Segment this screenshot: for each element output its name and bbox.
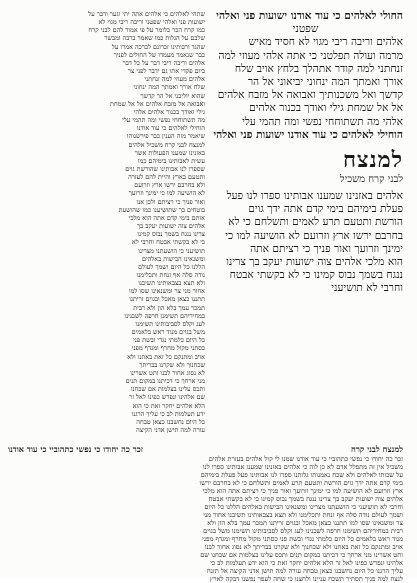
commentary-column	[8, 10, 205, 442]
commentary-line: ידע תעלמות לב כי עליך הרגנו	[131, 409, 205, 418]
commentary-line: כמו קרח הכר כלומר על פי אמור להם לבני קרח	[88, 26, 205, 35]
commentary-line: ומשנאינו הבישות באלהים	[141, 254, 205, 263]
main-line: זנחתני למה קודר אתהלך בלחץ אויב שלח	[234, 62, 403, 75]
main-line: קדשך ואל משכנותיך ואבואה אל מזבח אלהים	[217, 89, 403, 102]
commentary-line: כי לא בקשתי אבטח וחרבי לא	[131, 238, 205, 247]
main-line: אורך ואמתך המה ינחוני יביאוני אל הר	[247, 76, 403, 89]
section-heading	[208, 148, 403, 186]
commentary-line: שהוא יוליכני אל הר קדשך	[140, 91, 205, 100]
commentary-line: אלהים צוה ישועות יעקב בך	[137, 222, 205, 231]
commentary-line: עורה למה תישן אדני הקיצה	[136, 425, 205, 434]
bottom-commentary-line: אלהים צוה ישועות יעקב בך צרינו ננגח בשמך נבוס קמינו כי לא בקשתי אבטח	[208, 495, 403, 503]
main-line: אלהי מה תשתוחחי נפשי ומה תהמי עלי	[242, 115, 403, 128]
commentary-line: כל היום כלמתי נגדי ובשת פני	[133, 336, 205, 345]
bottom-commentary-line: לנצח למה פניך תסתיר תשכח עניינו ולחצנו כי שחה לעפר נפשנו דבקה לארץ	[209, 575, 403, 583]
commentary-line: ואור פניך כי רציתם ולכן אנו	[136, 197, 205, 206]
commentary-line: שתהי לאלהים כי אלהים אתה יתי וגער ודבר על	[88, 10, 205, 18]
main-text-column	[208, 10, 403, 455]
bottom-commentary-line: ארץ וזרועם לא הושיעה למו כי ימינך וזרועך ואור פניך כי רציתם אתה הוא מלכי	[202, 487, 403, 495]
commentary-line: ביום פקדי אתו גם ידבר לפני צר	[127, 67, 205, 76]
main-line: שפטני	[292, 23, 319, 36]
commentary-line: שם אלהינו ונפרש כפינו לאל זר	[129, 393, 205, 402]
commentary-line: ואבואה אל מזבח אלהים אל אל שמחת	[110, 99, 205, 108]
commentary-line: אותם בימי קדם אתה הוא מלכי	[128, 213, 205, 222]
main-line: ימינך וזרועך ואור פניך כי רציתם אתה	[250, 242, 403, 255]
bottom-commentary-line: צר ומשנאינו שסו למו תתננו כצאן מאכל ובגוים זריתנו תמכר עמך בלא הון ולא	[207, 519, 403, 527]
commentary-line: באזנינו שמענו הפעולות אשר	[134, 148, 205, 157]
commentary-line: ולא תצא בצבאותינו תשיבנו	[138, 279, 205, 288]
commentary-line: הוחילי לאלהים כי עוד אודנו	[136, 124, 205, 133]
commentary-line: אלהים וריבה ריבי דבר על כל דבר	[122, 58, 205, 67]
commentary-line: אחור מני צר ומשנאינו שסו למו	[128, 287, 205, 296]
main-line: אלהים באזנינו שמענו אבותינו ספרו לנו פעל	[226, 190, 403, 203]
main-line: הוא מלכי אלהים צוה ישועות יעקב בך צרינו	[226, 256, 403, 269]
commentary-line: תושיעני כי הושעתנו מצרינו	[138, 246, 205, 255]
commentary-line: גילי ואודך בכנור אלהים אלהי	[133, 107, 205, 116]
commentary-line: כבר שנאמר מעמדו של החולים לפניך	[113, 50, 205, 59]
commentary-line: הלא אלהים יחקר זאת כי הוא	[132, 401, 205, 410]
bottom-commentary-line: על שכותו לאלהים ולא שכח נאמנותו גלותנו ספרו לנו אבותינו פעל פעלת בימיהם	[200, 471, 403, 479]
main-line: הוחילי לאלהים כי עוד אודנו ישועות פני ואלהי	[213, 128, 403, 141]
commentary-line: עשית לאבותינו בימיהם כמו	[137, 156, 205, 165]
commentary-line: לא נסוג אחור לבנו ותט אשרינו	[130, 368, 205, 377]
bottom-commentary-line: ושמך לעולם נודה סלה אף זנחת ותכלימנו ולא תצא בצבאותינו תשיבנו אחור מני	[203, 511, 403, 519]
commentary-line: אלהים מעוזי למה זנחתני	[144, 75, 205, 84]
commentary-line: שלבם על הגלות כמו שאמר ברבה ומבשר	[104, 34, 205, 43]
commentary-line: צרינו ננגח בשמך נבוס קמינו	[137, 230, 205, 239]
bottom-commentary-line: אויב ומתנקם כל זאת באתנו ולא שכחנוך ולא שקרנו בבריתך לא נסוג אחור לבנו	[204, 543, 403, 551]
bottom-commentary-block	[8, 444, 403, 583]
commentary-line: לעג וקלס לסביבותינו תשימנו	[135, 319, 205, 328]
commentary-line: למנצח לבני קרח משכיל אלהים	[128, 140, 205, 149]
commentary-line: מה תשתוחחי נפשי ומה תהמי עלי	[122, 116, 205, 125]
bottom-heading-right: למנצח לבני קרח	[350, 444, 403, 454]
commentary-line: נודה סלה אף זנחת ותכלימנו	[136, 271, 205, 279]
commentary-line: הללנו כל היום ושמך לעולם	[138, 262, 205, 271]
bottom-commentary-line: אלהינו ונפרש כפינו לאל זר הלא אלהים יחקר זאת כי הוא ידע תעלמות לב כי	[210, 559, 403, 567]
commentary-line: כל היום נחשבנו כצאן טבחה	[136, 417, 205, 426]
section-title-block	[340, 148, 403, 186]
commentary-line: כסתני מקול מחרף ומגדף מפני	[131, 344, 205, 353]
commentary-line: ותטעם בארץ והיית להם לעזרה	[128, 173, 205, 182]
commentary-line: מני ארחך כי דכיתנו במקום תנים	[125, 377, 205, 386]
commentary-line: ולא בחרבם ירשו ארץ וזרועם	[134, 181, 205, 190]
commentary-line: שלח אורך ואמתך המה ינחוני	[133, 83, 205, 92]
bottom-commentary-line: רבית במחיריהם תשימנו חרפה לשכנינו לעג וקלס לסביבותינו תשימנו משל בגוים	[203, 527, 403, 535]
commentary-line: ישועות פני ואלהי שפטני וריבה ריבי מגוי לא	[98, 18, 205, 27]
bottom-commentary-line: ותט אשרינו מני ארחך כי דכיתנו במקום תנים ותכס עלינו בצלמות אם שכחנו שם	[200, 551, 403, 559]
main-line: אלהים וריבה ריבי מגוי לא חסיד מאיש	[248, 36, 403, 49]
commentary-line: שיאמר מזה הענין כבר פירשנוהו	[126, 132, 205, 141]
main-line: החולי לאלהים כי עוד אודנו ישועות פני ואלהי	[216, 10, 403, 22]
bottom-commentary-line: מנוד ראש בלאמים כל היום כלמתי נגדי ובשת פני כסתני מקול מחרף ומגדף מפני	[202, 535, 403, 543]
commentary-line: משל בגוים מנוד ראש בלאמים	[131, 328, 205, 337]
main-line: הורשת ותטעם תרע לאמים ותשלחם כי לא	[228, 216, 403, 229]
commentary-line: שכחנוך ולא שקרנו בבריתך	[139, 360, 205, 369]
bottom-heading-left: זכר כה יחודו כי נפשי כתהוביי כי עוד אודנו	[8, 444, 144, 454]
section-subtitle: לבני קרח משכיל	[339, 174, 403, 186]
section-title: למנצח	[342, 147, 403, 174]
bottom-commentary-heading	[8, 444, 403, 454]
main-line: פעלת בימיהם בימי קדם אתה ידך גוים	[248, 203, 403, 216]
commentary-line: שהגד ורבותינו זכרונם לברכה אמרו על	[111, 42, 205, 51]
bottom-commentary-line: משכיל אין זה מתפלל אדם לא כן לוה כי אלהים באזנינו שמענו אבותינו ספרו לנו	[202, 463, 403, 471]
commentary-line: ותכס עלינו בצלמות אם שכחנו	[130, 385, 205, 394]
commentary-line: תתננו כצאן מאכל ובגוים זריתנו	[129, 295, 205, 304]
commentary-line: אויב ומתנקם כל זאת באתנו ולא	[127, 352, 205, 361]
bottom-commentary-line: בימי קדם אתה ידך גוים הורשת ותטעם תרע לאמים ותשלחם כי לא בחרבם ירשו	[199, 479, 403, 487]
bottom-commentary-line: וחרבי לא תושיעני כי הושעתנו מצרינו ומשנאינו הבישות באלהים הללנו כל היום	[204, 503, 403, 511]
main-line: ננגח בשמך נבוס קמינו כי לא בקשתי אבטח	[229, 269, 403, 282]
main-line: מרמה ועולה תפלטני כי אתה אלהי מעוזי למה	[218, 49, 403, 62]
commentary-line: לא הושיעה למו כי ימינך וזרועך	[128, 189, 205, 198]
commentary-line: תמכר עמך בלא הון ולא רבית	[133, 303, 205, 312]
main-line: אל אל שמחת גילי ואודך בכנור אלהים	[249, 102, 403, 115]
commentary-line: בוטחים בך שתושיענו כמו שהושעת	[118, 205, 205, 214]
commentary-line: שספרו לנו אבותינו שהורשת גוים	[125, 164, 205, 173]
commentary-line: במחיריהם תשימנו חרפה לשכנינו	[124, 311, 205, 320]
main-line: וחרבי לא תושיעני	[331, 282, 403, 295]
bottom-commentary-line: עליך הרגנו כל היום נחשבנו כצאן טבחה עורה למה תישן אדני הקיצה אל תזנח	[206, 567, 403, 575]
bottom-commentary-line: זכר כה יחודו כי נפשי כתהוביי כי עוד אודנו שמנו לי קול אלהים בעזרת אלהים	[208, 455, 403, 463]
main-line: בחרבם ירשו ארץ וזרועם לא הושיעה למו כי	[225, 229, 403, 242]
